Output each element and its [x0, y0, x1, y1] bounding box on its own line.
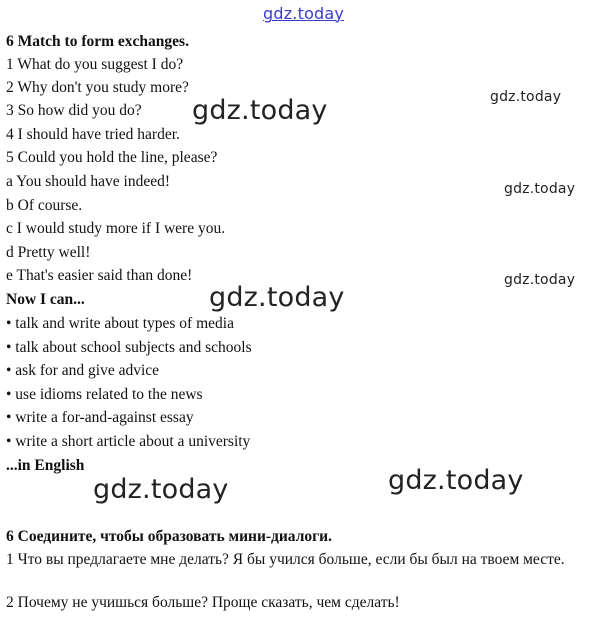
watermark-large: gdz.today [93, 474, 229, 505]
watermark-large: gdz.today [209, 282, 345, 313]
question-item: 3 So how did you do? [6, 102, 142, 119]
question-item: 4 I should have tried harder. [6, 126, 180, 143]
question-item: 2 Why don't you study more? [6, 79, 189, 96]
answer-item: e That's easier said than done! [6, 267, 193, 284]
watermark-small: gdz.today [490, 89, 562, 105]
skill-item: • use idioms related to the news [6, 386, 203, 403]
watermark-small: gdz.today [504, 181, 576, 197]
watermark-small: gdz.today [504, 272, 576, 288]
skill-item: • talk and write about types of media [6, 315, 234, 332]
skill-item: • talk about school subjects and schools [6, 339, 252, 356]
translation-line: 1 Что вы предлагаете мне делать? Я бы учился больше, если бы был на твоем месте. [6, 551, 565, 568]
now-i-can-heading: Now I can... [6, 291, 85, 308]
question-item: 1 What do you suggest I do? [6, 56, 184, 73]
watermark-top-link[interactable]: gdz.today [263, 4, 345, 23]
watermark-large: gdz.today [192, 95, 328, 126]
translation-line: 2 Почему не учишься больше? Проще сказать, чем сделать! [6, 594, 400, 611]
skill-item: • write a for-and-against essay [6, 409, 194, 426]
answer-item: c I would study more if I were you. [6, 220, 226, 237]
watermark-large: gdz.today [388, 465, 524, 496]
exercise-title: 6 Match to form exchanges. [6, 33, 189, 50]
answer-item: a You should have indeed! [6, 173, 171, 190]
skill-item: • ask for and give advice [6, 362, 160, 379]
answer-item: d Pretty well! [6, 244, 91, 261]
question-item: 5 Could you hold the line, please? [6, 149, 218, 166]
in-english-footer: ...in English [6, 457, 85, 474]
answer-item: b Of course. [6, 197, 83, 214]
skill-item: • write a short article about a university [6, 433, 251, 450]
translation-title: 6 Соедините, чтобы образовать мини-диалоги. [6, 528, 332, 545]
